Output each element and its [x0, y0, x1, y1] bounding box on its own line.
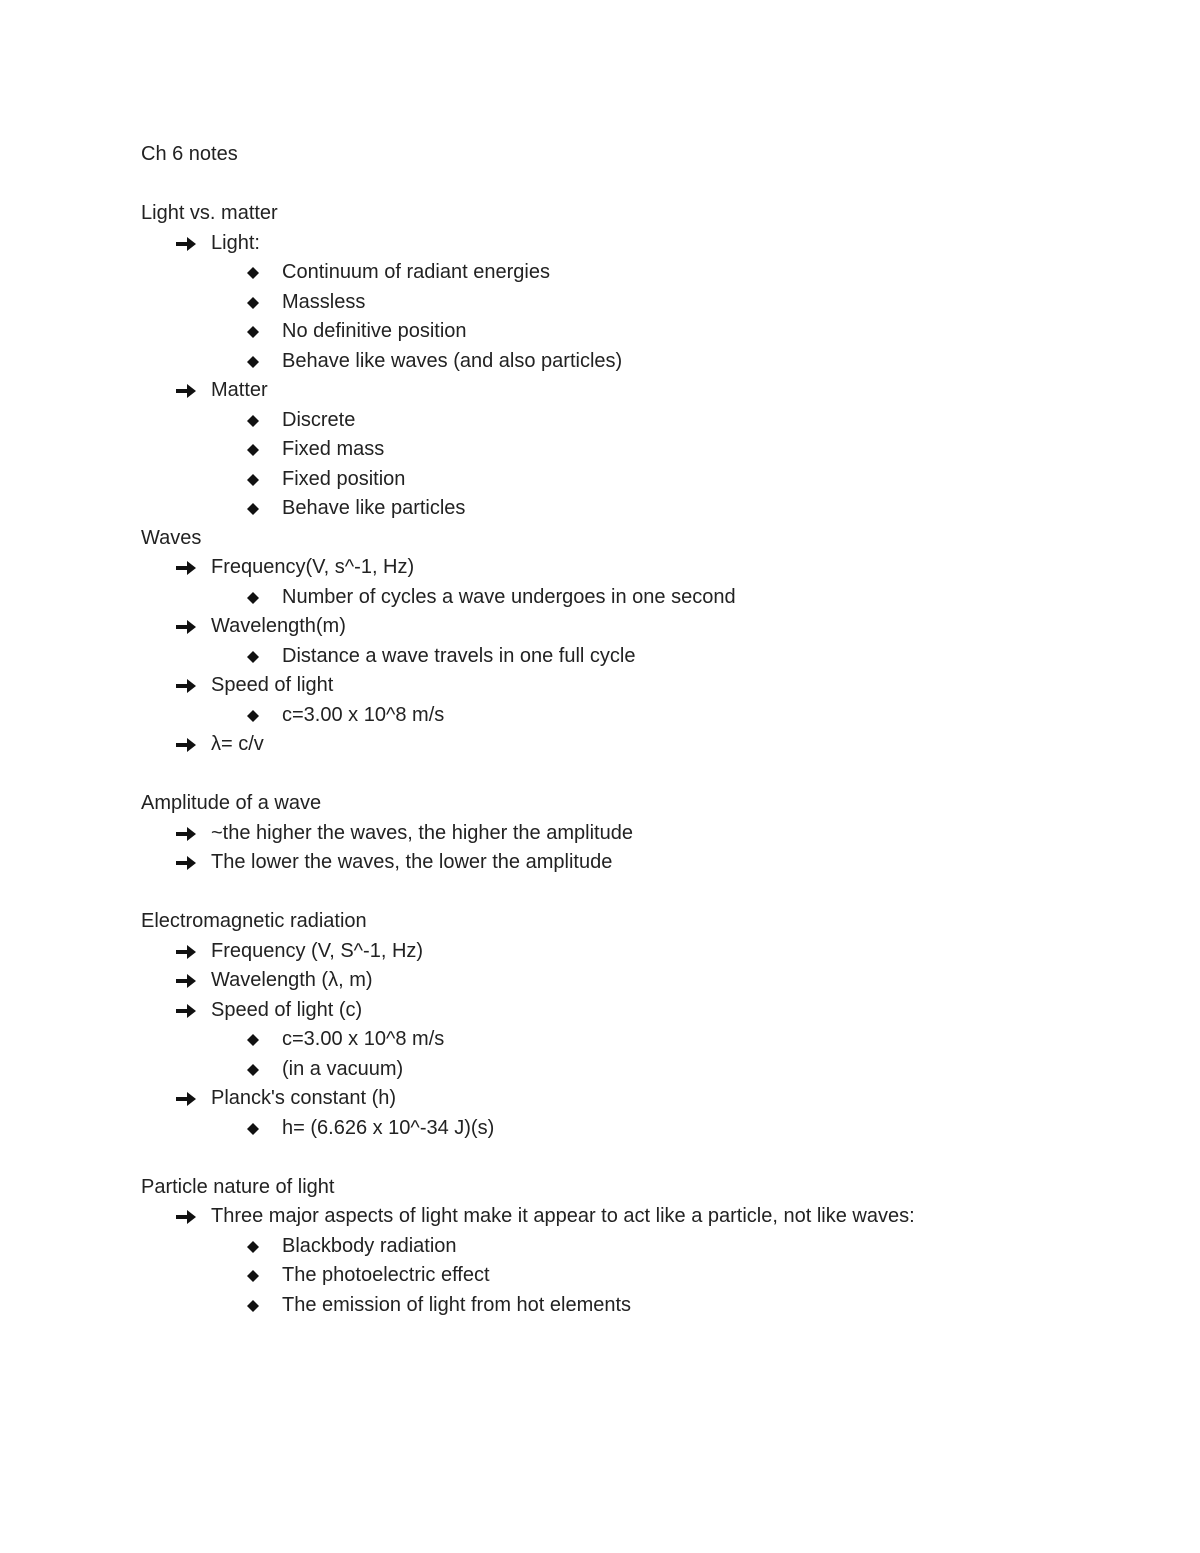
sub-list-item: The emission of light from hot elements — [141, 1291, 1141, 1321]
sub-list-item: c=3.00 x 10^8 m/s — [141, 1025, 1141, 1055]
diamond-bullet-icon — [247, 1300, 269, 1312]
sub-list-item: h= (6.626 x 10^-34 J)(s) — [141, 1114, 1141, 1144]
sub-list-item: Massless — [141, 288, 1141, 318]
sub-list-item: Blackbody radiation — [141, 1232, 1141, 1262]
arrow-bullet-icon — [176, 1209, 198, 1225]
sub-list-item: Distance a wave travels in one full cycle — [141, 642, 1141, 672]
diamond-bullet-icon — [247, 1241, 269, 1253]
diamond-bullet-icon — [247, 267, 269, 279]
sub-list-item: Fixed mass — [141, 435, 1141, 465]
list-item: Matter — [141, 376, 1141, 406]
sub-list-item: c=3.00 x 10^8 m/s — [141, 701, 1141, 731]
arrow-bullet-icon — [176, 560, 198, 576]
sub-list-item: Continuum of radiant energies — [141, 258, 1141, 288]
document-page — [141, 140, 1141, 1320]
sub-list-item: Discrete — [141, 406, 1141, 436]
section-heading: Amplitude of a wave — [141, 792, 322, 814]
arrow-bullet-icon — [176, 619, 198, 635]
section-heading: Electromagnetic radiation — [141, 910, 367, 932]
list-item: Light: — [141, 229, 1141, 259]
arrow-bullet-icon — [176, 737, 198, 753]
diamond-bullet-icon — [247, 1270, 269, 1282]
sub-list-item: Behave like waves (and also particles) — [141, 347, 1141, 377]
document-title: Ch 6 notes — [141, 143, 238, 165]
list-item: λ= c/v — [141, 730, 1141, 760]
arrow-bullet-icon — [176, 855, 198, 871]
sub-list-item: Behave like particles — [141, 494, 1141, 524]
diamond-bullet-icon — [247, 474, 269, 486]
diamond-bullet-icon — [247, 1034, 269, 1046]
arrow-bullet-icon — [176, 826, 198, 842]
list-item: ~the higher the waves, the higher the amplitude — [141, 819, 1141, 849]
sub-list-item: Fixed position — [141, 465, 1141, 495]
section-heading: Light vs. matter — [141, 202, 278, 224]
arrow-bullet-icon — [176, 973, 198, 989]
arrow-bullet-icon — [176, 678, 198, 694]
diamond-bullet-icon — [247, 651, 269, 663]
arrow-bullet-icon — [176, 383, 198, 399]
spacer — [141, 1143, 1141, 1173]
sub-list-item: Number of cycles a wave undergoes in one second — [141, 583, 1141, 613]
list-item: Planck's constant (h) — [141, 1084, 1141, 1114]
spacer — [141, 170, 1141, 200]
diamond-bullet-icon — [247, 444, 269, 456]
diamond-bullet-icon — [247, 356, 269, 368]
arrow-bullet-icon — [176, 236, 198, 252]
list-item: The lower the waves, the lower the amplitude — [141, 848, 1141, 878]
diamond-bullet-icon — [247, 503, 269, 515]
sub-list-item: The photoelectric effect — [141, 1261, 1141, 1291]
diamond-bullet-icon — [247, 297, 269, 309]
list-item: Frequency(V, s^-1, Hz) — [141, 553, 1141, 583]
list-item: Wavelength (λ, m) — [141, 966, 1141, 996]
arrow-bullet-icon — [176, 944, 198, 960]
list-item: Speed of light — [141, 671, 1141, 701]
spacer — [141, 760, 1141, 790]
arrow-bullet-icon — [176, 1003, 198, 1019]
diamond-bullet-icon — [247, 710, 269, 722]
list-item: Wavelength(m) — [141, 612, 1141, 642]
list-item: Speed of light (c) — [141, 996, 1141, 1026]
spacer — [141, 878, 1141, 908]
diamond-bullet-icon — [247, 1064, 269, 1076]
section-heading: Waves — [141, 526, 202, 549]
sub-list-item: (in a vacuum) — [141, 1055, 1141, 1085]
list-item: Three major aspects of light make it appear to act like a particle, not like waves: — [141, 1202, 1141, 1232]
section-heading: Particle nature of light — [141, 1175, 335, 1198]
list-item: Frequency (V, S^-1, Hz) — [141, 937, 1141, 967]
diamond-bullet-icon — [247, 1123, 269, 1135]
diamond-bullet-icon — [247, 415, 269, 427]
diamond-bullet-icon — [247, 326, 269, 338]
sub-list-item: No definitive position — [141, 317, 1141, 347]
diamond-bullet-icon — [247, 592, 269, 604]
arrow-bullet-icon — [176, 1091, 198, 1107]
